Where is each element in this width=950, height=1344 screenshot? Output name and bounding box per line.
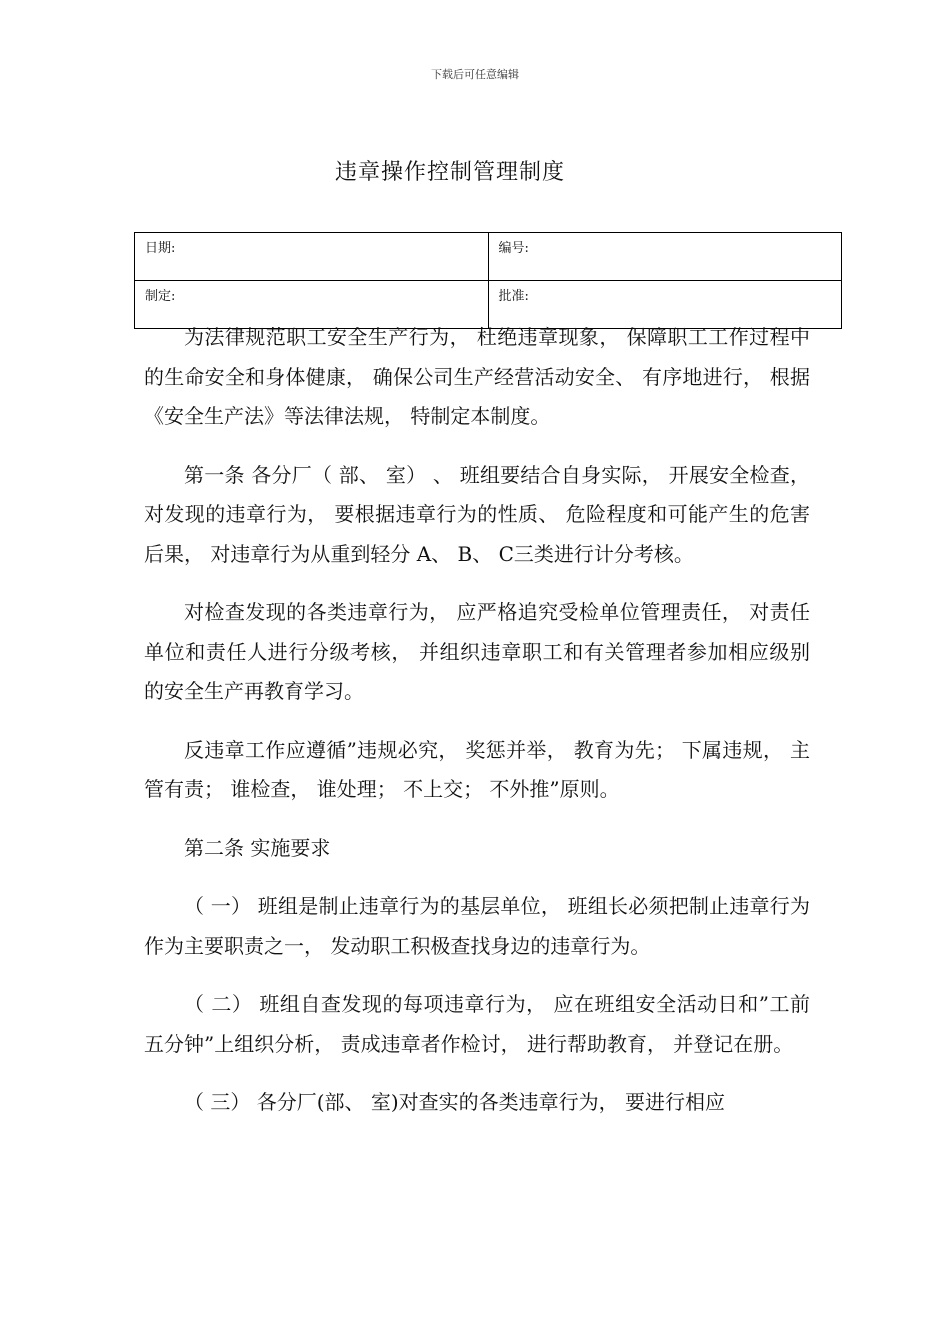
- principle-paragraph: 反违章工作应遵循”违规必究， 奖惩并举， 教育为先； 下属违规， 主管有责； 谁检查， 谁处理； 不上交； 不外推”原则。: [144, 737, 810, 801]
- meta-info-table: [134, 232, 842, 329]
- requirement-3-paragraph: （ 三） 各分厂(部、 室)对查实的各类违章行为， 要进行相应: [184, 1090, 726, 1114]
- article-1-paragraph: 第一条 各分厂（ 部、 室） 、 班组要结合自身实际， 开展安全检查， 对发现的违章行为， 要根据违章行为的性质、 危险程度和可能产生的危害后果， 对违章行为从重到轻分 A、 B、 C三类进行计分考核。: [144, 462, 810, 566]
- requirement-2-paragraph: （ 二） 班组自查发现的每项违章行为， 应在班组安全活动日和”工前五分钟”上组织分析， 责成违章者作检讨， 进行帮助教育， 并登记在册。: [144, 992, 810, 1056]
- date-field: 日期:: [135, 233, 489, 281]
- responsibility-paragraph: 对检查发现的各类违章行为， 应严格追究受检单位管理责任， 对责任单位和责任人进行分级考核， 并组织违章职工和有关管理者参加相应级别的安全生产再教育学习。: [144, 600, 810, 703]
- approved-by-field: 批准:: [488, 281, 842, 329]
- requirement-1-paragraph: （ 一） 班组是制止违章行为的基层单位， 班组长必须把制止违章行为作为主要职责之一， 发动职工积极查找身边的违章行为。: [144, 894, 810, 958]
- intro-paragraph: 为法律规范职工安全生产行为， 杜绝违章现象， 保障职工工作过程中的生命安全和身体健康， 确保公司生产经营活动安全、 有序地进行， 根据《安全生产法》等法律法规， 特制定本制度。: [144, 325, 810, 428]
- drafted-by-field: 制定:: [135, 281, 489, 329]
- number-field: 编号:: [488, 233, 842, 281]
- header-note: 下载后可任意编辑: [431, 68, 519, 81]
- article-2-heading: 第二条 实施要求: [184, 835, 331, 860]
- document-title: 违章操作控制管理制度: [334, 160, 565, 185]
- table-row: [135, 233, 842, 281]
- document-body: [144, 318, 810, 1142]
